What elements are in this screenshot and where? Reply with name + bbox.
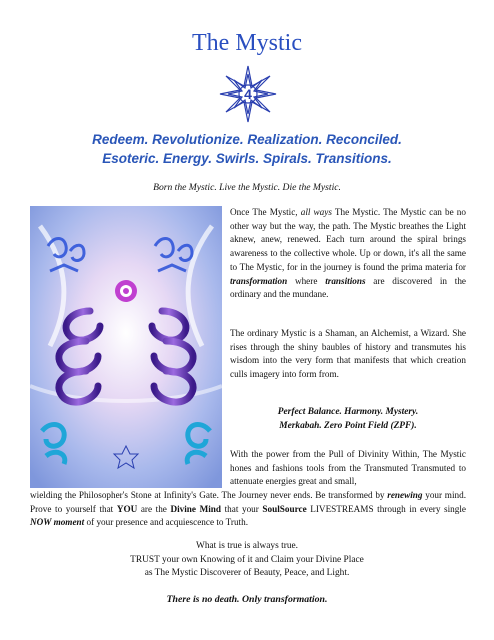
final-line: There is no death. Only transformation. — [166, 594, 328, 605]
page-title: The Mystic — [192, 30, 302, 56]
born-line: Born the Mystic. Live the Mystic. Die the Mystic. — [153, 182, 341, 193]
tagline-2: Esoteric. Energy. Swirls. Spirals. Transitions. — [102, 151, 392, 166]
star-emblem-icon — [218, 64, 278, 124]
mystic-artwork-image — [30, 206, 222, 488]
paragraph-1: Once The Mystic, all ways The Mystic. The Mystic can be no other way but the way, the path. The Mystic breathes the Light aknew, anew, renewed. Each turn around the spiral brings awareness to the collective whole. Up or down, it's all the same to The Mystic, for in the journey is found the prima materia for transformation where transitions are discovered in the ordinary and the mundane. — [230, 207, 466, 300]
emblem-glyph: 4 — [244, 86, 252, 102]
centered-lines: Perfect Balance. Harmony. Mystery. Merkabah. Zero Point Field (ZPF). — [277, 407, 419, 431]
tagline-1: Redeem. Revolutionize. Realization. Reconciled. — [92, 132, 402, 147]
paragraph-4: wielding the Philosopher's Stone at Infinity's Gate. The Journey never ends. Be transformed by renewing your mind. Prove to yourself that YOU are the Divine Mind that your SoulSource LIVESTREAMS through in every single NOW moment of your presence and acquiescence to Truth. — [30, 490, 466, 528]
paragraph-2: The ordinary Mystic is a Shaman, an Alchemist, a Wizard. She rises through the shiny baubles of history and transmutes his wisdom into the very form that manifests that which creation culls imagery into form from. — [230, 328, 466, 380]
closing-lines: What is true is always true. TRUST your own Knowing of it and Claim your Divine Place as The Mystic Discoverer of Beauty, Peace, and Light. — [130, 541, 364, 578]
paragraph-3: With the power from the Pull of Divinity Within, The Mystic hones and fashions tools from the Transmuted Transmuted to attenuate energies great and small, — [230, 449, 466, 487]
